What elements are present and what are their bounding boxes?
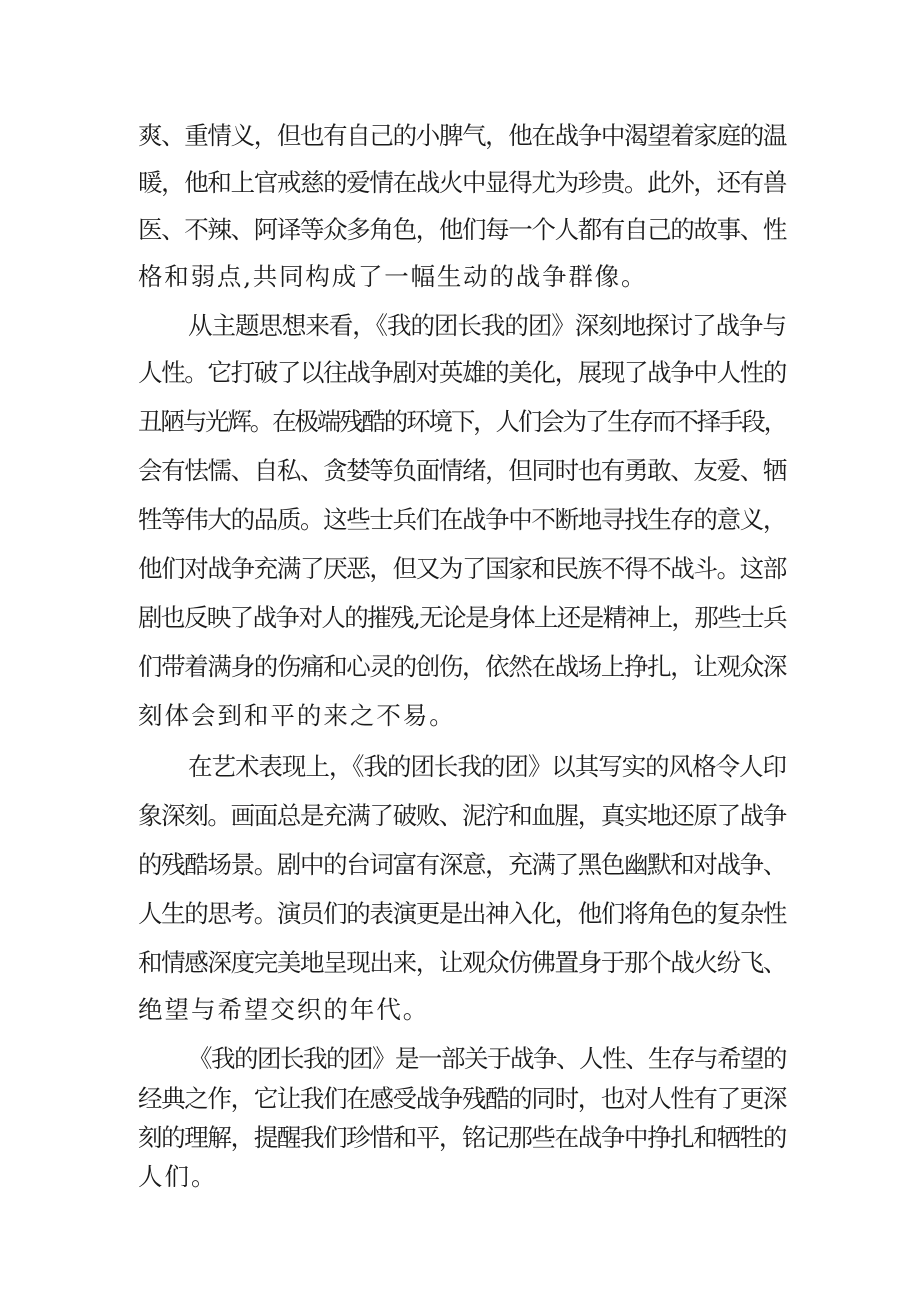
text-line: 和情感深度完美地呈现出来，让观众仿佛置身于那个战火纷飞、 xyxy=(138,948,786,977)
text-line: 他们对战争充满了厌恶，但又为了国家和民族不得不战斗。这部 xyxy=(138,554,786,583)
text-line: 牲等伟大的品质。这些士兵们在战争中不断地寻找生存的意义， xyxy=(138,505,786,534)
text-line: 绝望与希望交织的年代。 xyxy=(138,995,430,1024)
text-line: 《我的团长我的团》是一部关于战争、人性、生存与希望的 xyxy=(188,1044,786,1073)
text-line: 从主题思想来看，《我的团长我的团》深刻地探讨了战争与 xyxy=(188,311,786,340)
text-line: 在艺术表现上，《我的团长我的团》以其写实的风格令人印 xyxy=(188,752,786,781)
text-line: 会有怯懦、自私、贪婪等负面情绪，但同时也有勇敢、友爱、牺 xyxy=(138,456,786,485)
text-line: 刻体会到和平的来之不易。 xyxy=(138,701,456,730)
text-line: 经典之作，它让我们在感受战争残酷的同时，也对人性有了更深 xyxy=(138,1084,786,1113)
text-line: 医、不辣、阿译等众多角色，他们每一个人都有自己的故事、性 xyxy=(138,215,786,244)
text-line: 刻的理解，提醒我们珍惜和平，铭记那些在战争中挣扎和牺牲的 xyxy=(138,1123,786,1152)
text-line: 暖，他和上官戒慈的爱情在战火中显得尤为珍贵。此外，还有兽 xyxy=(138,168,786,197)
text-line: 的残酷场景。剧中的台词富有深意，充满了黑色幽默和对战争、 xyxy=(138,850,786,879)
text-line: 格和弱点,共同构成了一幅生动的战争群像。 xyxy=(138,262,648,291)
text-line: 人性。它打破了以往战争剧对英雄的美化，展现了战争中人性的 xyxy=(138,358,786,387)
text-line: 丑陋与光辉。在极端残酷的环境下，人们会为了生存而不择手段， xyxy=(138,407,786,436)
text-line: 们带着满身的伤痛和心灵的创伤，依然在战场上挣扎，让观众深 xyxy=(138,652,786,681)
text-line: 象深刻。画面总是充满了破败、泥泞和血腥，真实地还原了战争 xyxy=(138,801,786,830)
text-line: 爽、重情义，但也有自己的小脾气，他在战争中渴望着家庭的温 xyxy=(138,121,786,150)
text-line: 人生的思考。演员们的表演更是出神入化，他们将角色的复杂性 xyxy=(138,899,786,928)
text-line: 剧也反映了战争对人的摧残,无论是身体上还是精神上，那些士兵 xyxy=(138,603,786,632)
text-line: 人们。 xyxy=(138,1162,218,1191)
